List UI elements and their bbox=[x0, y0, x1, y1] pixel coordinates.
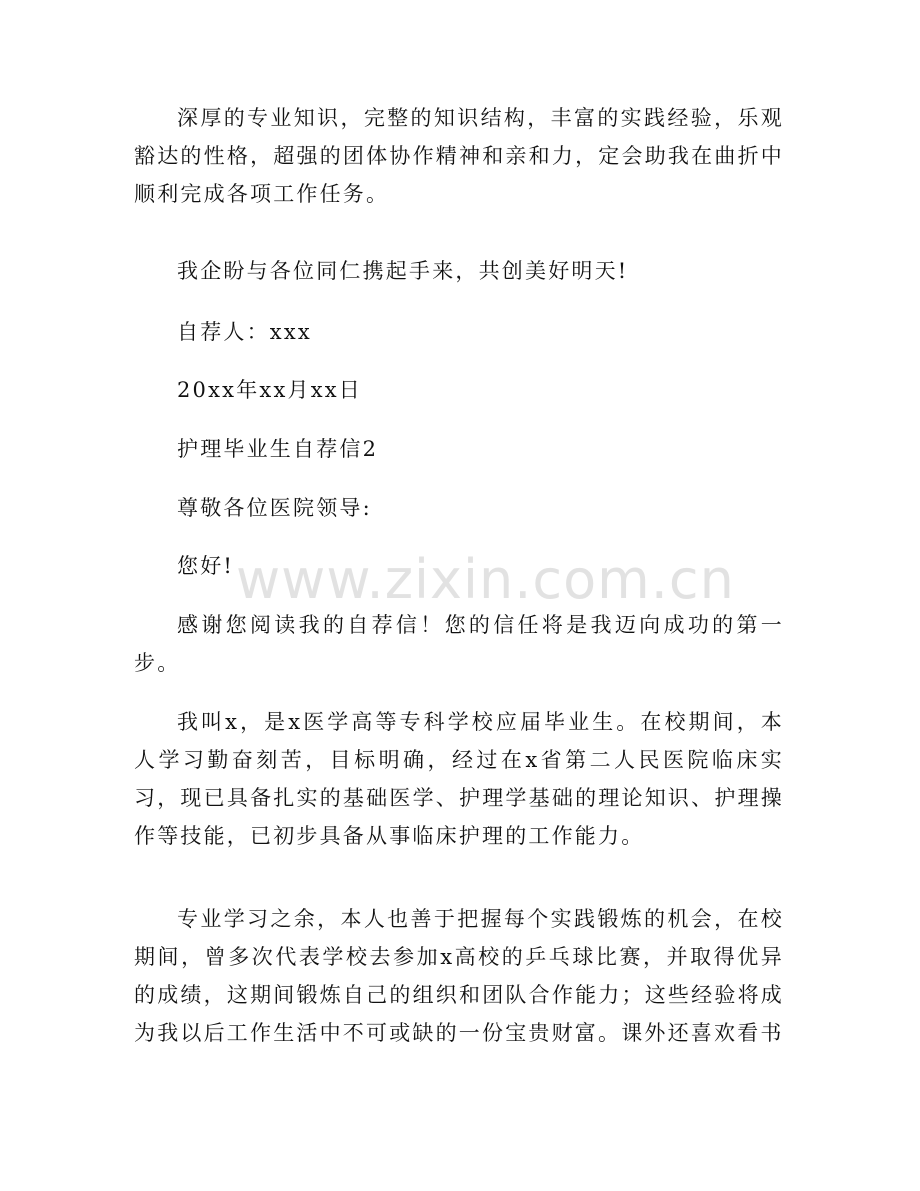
signature-line: 自荐人：xxx bbox=[177, 320, 312, 344]
paragraph-qualities: 深厚的专业知识，完整的知识结构，丰富的实践经验，乐观豁达的性格，超强的团体协作精神和亲和力，定会助我在曲折中顺利完成各项工作任务。 bbox=[134, 106, 784, 206]
date-line: 20xx年xx月xx日 bbox=[177, 378, 362, 402]
watermark: www.zixin.com.cn bbox=[236, 548, 735, 611]
paragraph-introduction: 我叫x，是x医学高等专科学校应届毕业生。在校期间，本人学习勤奋刻苦，目标明确，经过在x省第二人民医院临床实习，现已具备扎实的基础医学、护理学基础的理论知识、护理操作等技能，已初步具备从事临床护理的工作能力。 bbox=[134, 710, 784, 848]
paragraph-extracurricular: 专业学习之余，本人也善于把握每个实践锻炼的机会，在校期间，曾多次代表学校去参加x高校的乒乓球比赛，并取得优异的成绩，这期间锻炼自己的组织和团队合作能力；这些经验将成为我以后工作生活中不可或缺的一份宝贵财富。课外还喜欢看书 bbox=[134, 907, 784, 1045]
paragraph-closing-wish: 我企盼与各位同仁携起手来，共创美好明天! bbox=[177, 259, 629, 283]
paragraph-thanks: 感谢您阅读我的自荐信！您的信任将是我迈向成功的第一步。 bbox=[134, 613, 784, 675]
salutation: 尊敬各位医院领导: bbox=[177, 496, 372, 520]
section-heading: 护理毕业生自荐信2 bbox=[177, 437, 379, 461]
greeting: 您好! bbox=[177, 554, 235, 578]
